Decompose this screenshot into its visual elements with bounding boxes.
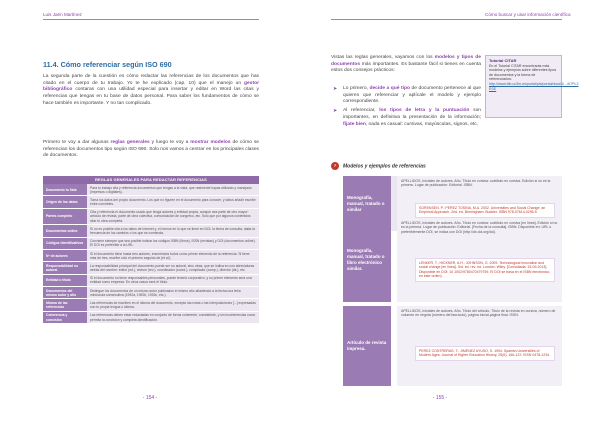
rule-key: Documentos del mismo autor y año	[43, 287, 87, 299]
rule-key: Nº de autores	[43, 249, 87, 261]
rule-value: Si el documento no tiene responsables personales, puede tenerlo corporativo, y su primer elemento será una entidad como empresa. En otros casos será el título.	[87, 274, 259, 286]
bullet2-text-1: Al referenciar,	[343, 108, 380, 114]
rule-value: La responsabilidad principal del documento puede ser no autoral, sino otras, que se indica en con abreviaturas detrás del nombre: editor (ed.), revisor (rev.), coordinador (coord.), compilador (comp.), director (dir.), etc.	[87, 262, 259, 274]
rule-value: Si el documento tiene hasta tres autores, enuméralos todos como primer elemento de la referencia. Si tiene más de tres, escribe sólo el primero seguido de [et al.].	[87, 249, 259, 261]
para1-text-2: contaras con una utilidad especial para insertar y editar en Word las citas y referencias que tengas en tu base de datos personal. Para saber los fundamentos de cómo se hace también es importante. Y no tan complicado.	[43, 87, 259, 106]
model-template: APELLIDOS, Iniciales de autores. Año. Título en cursiva: subtítulo en cursiva [en línea]. Edición si no es la primera. Lugar de publicación: Editorial. [Fecha de la consulta]. ISBN. Disponible en: URL o preferiblemente DOI, se indica con DOI (http://dx.doi.org/doi).	[401, 221, 558, 234]
bullet1-text-2: de documento pertenece al que quieres que referenciar y aplícale el modelo y ejemplo correspondiente.	[343, 86, 482, 105]
table-row	[43, 184, 259, 196]
model-row	[343, 218, 562, 302]
bullet2-text-3: , nada es casual: cursivas, mayúsculas, signos, etc.	[365, 121, 479, 127]
table-row	[43, 262, 259, 274]
table-row	[43, 274, 259, 286]
rule-key: Entidad o título	[43, 274, 87, 286]
rules-table-header: REGLAS GENERALES PARA REDACTAR REFERENCIAS	[43, 176, 259, 184]
page-number-left: - 154 -	[142, 395, 158, 401]
intro-text-2: más importantes. Es bastante fácil si tienes en cuenta estos dos consejos prácticos:	[331, 61, 481, 74]
para2-text-2: y luego te voy a	[149, 140, 191, 145]
highlight-tipos-letra: los tipos de letra y la puntuación	[379, 108, 470, 114]
para2-text-1: Primero te voy a dar algunas	[43, 140, 111, 145]
sidebox-title: Tutorial CITAR	[489, 58, 517, 63]
sidebox-text: En el Tutorial CITAR encontrarás más modelos y ejemplos sobre diferentes tipos de documentos y la forma de referenciarlos:	[489, 63, 557, 82]
models-heading	[331, 162, 426, 170]
model-template: APELLIDOS, Iniciales de autores. Año. Título del artículo. Título de la revista en cursiva, número de volumen en negrita (número del fascículo), página inicial-página final. ISSN.	[401, 309, 556, 318]
tutorial-sidebox	[485, 55, 579, 118]
rule-value: Para tu trabajo cita y referencia documentos que tengas a la vista, que realmente hayas utilizado y manejado (impresos o digitales).	[87, 184, 259, 196]
model-label-text: Monografía, manual, tratado o libro electrónico similar.	[347, 248, 385, 271]
rule-key: Responsabilidad no autoral	[43, 262, 87, 274]
highlight-modelos-tipos: modelos y tipos de documentos	[331, 55, 482, 67]
bullet1-text-1: Lo primero,	[343, 86, 370, 91]
paragraph-rules	[43, 140, 259, 160]
rule-key: Códigos identificativos	[43, 237, 87, 249]
advice-list	[331, 86, 481, 130]
running-head-left: Luis Jaén Martínez	[43, 12, 82, 17]
model-label-text: Monografía, manual, tratado o similar	[347, 194, 385, 212]
models-heading-text: Modelos y ejemplos de referencias	[343, 163, 426, 170]
table-row	[43, 196, 259, 208]
running-head-right: Cómo buscar y usar información científica	[485, 12, 571, 17]
section-heading: 11.4. Cómo referenciar según ISO 690	[43, 60, 172, 69]
page-number-right: - 155 -	[432, 395, 448, 401]
rules-table-body	[43, 184, 259, 324]
rule-key: Origen de los datos	[43, 196, 87, 208]
table-row	[43, 208, 259, 224]
table-row	[43, 249, 259, 261]
rule-value: Las referencias deben estar redactadas en conjunto de forma coherente, consistente, y sin incoherencias como permita la concisión y completa identificación.	[87, 311, 259, 323]
list-item	[331, 86, 481, 106]
table-row	[43, 225, 259, 237]
model-template: APELLIDOS, Iniciales de autores. Año. Título en cursiva: subtítulo en cursiva. Edición si no es la primera. Lugar de publicación: Editorial. ISBN.	[401, 179, 551, 188]
rule-key: Partes completo	[43, 208, 87, 224]
model-label	[343, 306, 391, 386]
paragraph-intro	[43, 74, 259, 108]
rule-value: Conviene siempre que sea posible indicar los códigos ISBN (libros), ISSN (revistas) y DOI (documentos online). El DOI es preferible a la URL.	[87, 237, 259, 249]
model-example: SORENSEN, P.; PEREZ TOSINA, M.A. 2002. Universities and Social Change: an Empirical Approach. 2nd. ed. Birmingham: Buckler. ISBN 978-07614-0295-5.	[415, 203, 555, 218]
header-rule-left	[43, 19, 259, 20]
bullet2-text-2: son importantes, en definitiva la presentación de la información;	[343, 108, 482, 120]
table-row	[43, 287, 259, 299]
highlight-fijate-bien: fíjate bien	[343, 121, 366, 127]
rule-value: Si no es posible cita a los datos de Internet y, el menos en lo que se tiene en DOI, la fecha de consulta, dada la frecuencia de los cambios o los que se comienda.	[87, 225, 259, 237]
rule-key: Documento tu lista	[43, 184, 87, 196]
link-gestor-bibliografico[interactable]: gestor bibliográfico	[43, 80, 259, 93]
list-item	[331, 108, 481, 128]
rule-key: Coherencia y concisión	[43, 311, 87, 323]
rule-key: Documentos online	[43, 225, 87, 237]
info-badge-icon: ?	[331, 162, 339, 170]
model-box	[397, 306, 562, 386]
para2-text-3: de cómo se referencian los documentos tipo según ISO 690. Solo nos vamos a centrar en los principales clases de documentos.	[43, 140, 260, 159]
model-example: LENKER, T.; HICKNER, A.H.; JOHNSON, G. 2009. Technological innovation and social change [en línea]. 3rd. ed. rev. ed. London: Wiley. [Consultada: 15-09-2013]. Disponible en DOI: 10.1002/9780470479759. El DOI se basa en el ISBN electrónico, en este orden).	[415, 258, 555, 282]
highlight-mostrar-modelos: mostrar modelos	[190, 140, 231, 145]
highlight-decide-tipo: decide a qué tipo	[369, 86, 410, 91]
para1-text-1: La segunda parte de la cuestión es cómo redactar las referencias de los documentos que has citado en el cuerpo de tu trabajo. Yo te he explicado (cap. 10) que el manejo un	[43, 74, 259, 86]
rule-value: Cita y referencia el documento usado que tenga autores y entidad propia, aunque sea parte de otro mayor: artículo de revista, parte de obra colectiva, comunicación de congreso, etc. Solo que por algunos contenidos citar tu obra completa.	[87, 208, 259, 224]
model-example: PEREZ CONTRERAS, T.; JIMENEZ AYUSO, S. 1994. Spanish Universities of Modern Ages. Journal of Higher Education History, 25(6), 166-122. ISSN 0478-1234.	[415, 346, 555, 361]
paragraph-models-intro	[331, 55, 481, 75]
intro-text-1: Vistas las reglas generales, vayamos con los	[331, 55, 435, 60]
rule-key: Idioma de las referencias	[43, 299, 87, 311]
model-box	[397, 218, 562, 302]
rule-value: Distingue los documentos de un mismo autor publicados el mismo año añadiendo a la fecha una letra minúscula consecutiva (1992a, 1992b, 1992c, etc.).	[87, 287, 259, 299]
model-label	[343, 218, 391, 302]
arrow-right-icon: ➤	[333, 108, 338, 115]
rule-value: Toma los datos del propio documento. Los que no figuren en el documento para conocer, y datos añadir escribe entre corchetes.	[87, 196, 259, 208]
rules-table	[43, 176, 259, 324]
arrow-right-icon: ➤	[333, 86, 338, 92]
header-rule-right	[331, 19, 562, 20]
highlight-reglas-generales: reglas generales	[110, 140, 150, 145]
table-row	[43, 299, 259, 311]
model-label-text: Artículo de revista impresa.	[347, 340, 387, 351]
table-row	[43, 237, 259, 249]
sidebox-link[interactable]: http://www.bib.uc3m.es/portal/pls/portal/docs/1/.../67PL3 ESE	[489, 81, 579, 91]
rule-value: Las referencias se escriben en el idioma del documento, excepto las notas o las interpolaciones [...] expresadas con tu propia lengua o idioma.	[87, 299, 259, 311]
table-row	[43, 311, 259, 323]
model-row	[343, 306, 562, 386]
